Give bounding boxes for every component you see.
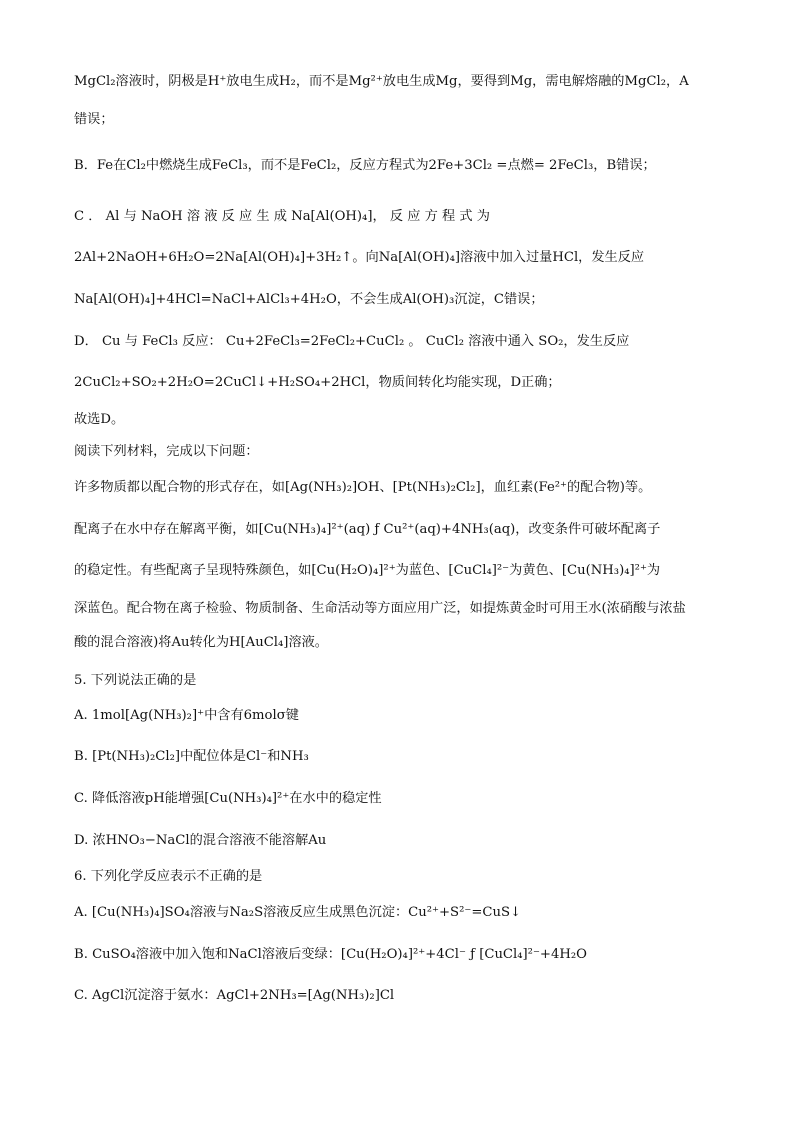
text-line-7: D． Cu 与 FeCl₃ 反应： Cu+2FeCl₃=2FeCl₂+CuCl₂ 。 CuCl₂ 溶液中通入 SO₂，发生反应 <box>74 334 630 349</box>
question-6-option-b: B. CuSO₄溶液中加入饱和NaCl溶液后变绿：[Cu(H₂O)₄]²⁺+4Cl⁻ ƒ [CuCl₄]²⁻+4H₂O <box>74 947 587 962</box>
text-line-9: 故选D。 <box>74 412 125 427</box>
text-line-10: 阅读下列材料，完成以下问题： <box>74 444 259 459</box>
question-5-option-c: C. 降低溶液pH能增强[Cu(NH₃)₄]²⁺在水中的稳定性 <box>74 791 382 806</box>
question-6-option-a: A. [Cu(NH₃)₄]SO₄溶液与Na₂S溶液反应生成黑色沉淀：Cu²⁺+S²⁻=CuS↓ <box>74 905 522 920</box>
text-line-5: 2Al+2NaOH+6H₂O=2Na[Al(OH)₄]+3H₂↑。向Na[Al(OH)₄]溶液中加入过量HCl，发生反应 <box>74 250 645 265</box>
text-line-12: 配离子在水中存在解离平衡，如[Cu(NH₃)₄]²⁺(aq) ƒ Cu²⁺(aq)+4NH₃(aq)，改变条件可破坏配离子 <box>74 522 661 537</box>
text-line-11: 许多物质都以配合物的形式存在，如[Ag(NH₃)₂]OH、[Pt(NH₃)₂Cl₂]，血红素(Fe²⁺的配合物)等。 <box>74 480 652 495</box>
text-line-2: 错误； <box>74 112 114 127</box>
text-line-13: 的稳定性。有些配离子呈现特殊颜色，如[Cu(H₂O)₄]²⁺为蓝色、[CuCl₄]²⁻为黄色、[Cu(NH₃)₄]²⁺为 <box>74 563 661 578</box>
question-5-option-b: B. [Pt(NH₃)₂Cl₂]中配位体是Cl⁻和NH₃ <box>74 749 309 764</box>
question-5-option-a: A. 1mol[Ag(NH₃)₂]⁺中含有6molσ键 <box>74 708 299 723</box>
question-5-option-d: D. 浓HNO₃−NaCl的混合溶液不能溶解Au <box>74 833 327 848</box>
text-line-6: Na[Al(OH)₄]+4HCl=NaCl+AlCl₃+4H₂O，不会生成Al(OH)₃沉淀，C错误； <box>74 292 544 307</box>
text-line-3: B．Fe在Cl₂中燃烧生成FeCl₃，而不是FeCl₂，反应方程式为2Fe+3Cl₂ =点燃= 2FeCl₃，B错误； <box>74 158 656 173</box>
question-5-title: 5. 下列说法正确的是 <box>74 673 197 688</box>
text-line-4: C ． Al 与 NaOH 溶 液 反 应 生 成 Na[Al(OH)₄]， 反 应 方 程 式 为 <box>74 209 490 224</box>
question-6-title: 6. 下列化学反应表示不正确的是 <box>74 869 263 884</box>
text-line-15: 酸的混合溶液)将Au转化为H[AuCl₄]溶液。 <box>74 635 328 650</box>
text-line-8: 2CuCl₂+SO₂+2H₂O=2CuCl↓+H₂SO₄+2HCl，物质间转化均能实现，D正确； <box>74 375 561 390</box>
text-line-1: MgCl₂溶液时，阴极是H⁺放电生成H₂，而不是Mg²⁺放电生成Mg，要得到Mg，需电解熔融的MgCl₂，A <box>74 74 689 89</box>
question-6-option-c: C. AgCl沉淀溶于氨水：AgCl+2NH₃=[Ag(NH₃)₂]Cl <box>74 988 395 1003</box>
text-line-14: 深蓝色。配合物在离子检验、物质制备、生命活动等方面应用广泛，如提炼黄金时可用王水(浓硝酸与浓盐 <box>74 601 686 616</box>
